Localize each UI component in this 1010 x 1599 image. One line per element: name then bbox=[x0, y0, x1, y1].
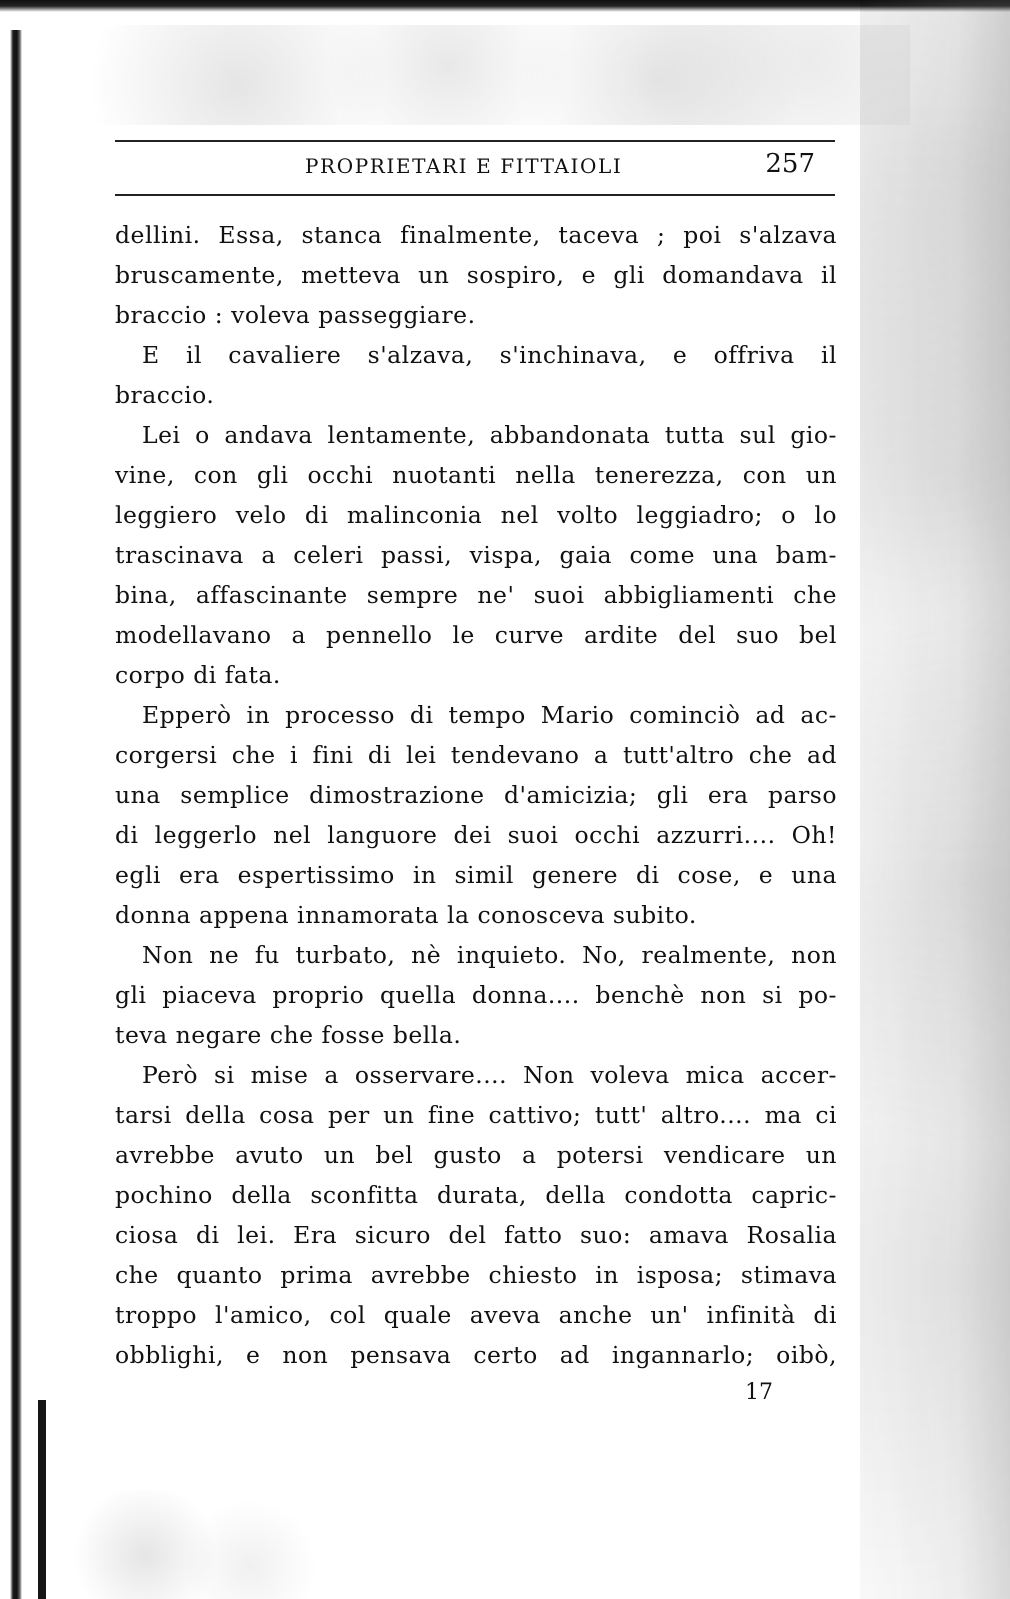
text-line: gli piaceva proprio quella donna.... benchè non si po- bbox=[115, 981, 837, 1009]
text-line: Non ne fu turbato, nè inquieto. No, realmente, non bbox=[142, 941, 837, 969]
text-line: una semplice dimostrazione d'amicizia; gli era parso bbox=[115, 781, 837, 809]
text-line: braccio. bbox=[115, 381, 215, 409]
text-line: ciosa di lei. Era sicuro del fatto suo: amava Rosalia bbox=[115, 1221, 837, 1249]
text-line: vine, con gli occhi nuotanti nella tenerezza, con un bbox=[115, 461, 837, 489]
text-line: tarsi della cosa per un fine cattivo; tutt' altro.... ma ci bbox=[115, 1101, 837, 1129]
text-line: Epperò in processo di tempo Mario cominciò ad ac- bbox=[142, 701, 837, 729]
text-line: corpo di fata. bbox=[115, 661, 281, 689]
text-line: leggiero velo di malinconia nel volto leggiadro; o lo bbox=[115, 501, 837, 529]
text-line: che quanto prima avrebbe chiesto in isposa; stimava bbox=[115, 1261, 837, 1289]
text-line: corgersi che i fini di lei tendevano a tutt'altro che ad bbox=[115, 741, 837, 769]
page-header bbox=[115, 140, 835, 196]
signature-mark: 17 bbox=[745, 1380, 773, 1405]
text-line: teva negare che fosse bella. bbox=[115, 1021, 462, 1049]
text-line: braccio : voleva passeggiare. bbox=[115, 301, 476, 329]
body-text bbox=[115, 215, 837, 1375]
scan-right-speckle bbox=[860, 0, 1010, 1599]
text-line: Lei o andava lentamente, abbandonata tutta sul gio- bbox=[142, 421, 837, 449]
page-number: 257 bbox=[765, 149, 815, 179]
text-line: obblighi, e non pensava certo ad ingannarlo; oibò, bbox=[115, 1341, 837, 1369]
text-line: di leggerlo nel languore dei suoi occhi azzurri.... Oh! bbox=[115, 821, 837, 849]
text-line: pochino della sconfitta durata, della condotta capric- bbox=[115, 1181, 837, 1209]
text-line: dellini. Essa, stanca finalmente, taceva ; poi s'alzava bbox=[115, 221, 837, 249]
text-line: E il cavaliere s'alzava, s'inchinava, e offriva il bbox=[142, 341, 837, 369]
text-line: bina, affascinante sempre ne' suoi abbigliamenti che bbox=[115, 581, 837, 609]
text-line: avrebbe avuto un bel gusto a potersi vendicare un bbox=[115, 1141, 837, 1169]
scan-top-edge bbox=[0, 0, 1010, 12]
running-title: PROPRIETARI E FITTAIOLI bbox=[305, 154, 623, 178]
text-line: Però si mise a osservare.... Non voleva mica accer- bbox=[142, 1061, 837, 1089]
text-line: modellavano a pennello le curve ardite del suo bel bbox=[115, 621, 837, 649]
text-line: bruscamente, metteva un sospiro, e gli domandava il bbox=[115, 261, 837, 289]
text-line: trascinava a celeri passi, vispa, gaia come una bam- bbox=[115, 541, 837, 569]
text-line: troppo l'amico, col quale aveva anche un' infinità di bbox=[115, 1301, 837, 1329]
text-line: egli era espertissimo in simil genere di cose, e una bbox=[115, 861, 837, 889]
text-line: donna appena innamorata la conosceva subito. bbox=[115, 901, 697, 929]
scan-top-speckle bbox=[70, 25, 910, 125]
scan-bottom-speckle bbox=[40, 1490, 340, 1599]
book-spine-shadow bbox=[10, 30, 22, 1599]
